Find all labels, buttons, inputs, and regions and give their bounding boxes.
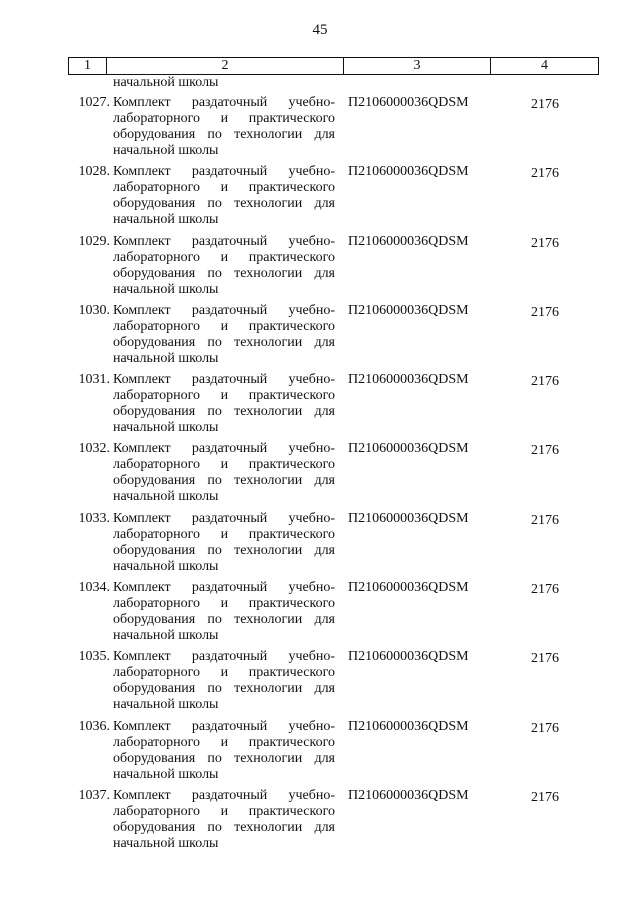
description-line: Комплект раздаточный учебно- <box>113 302 335 318</box>
row-number: 1028. <box>78 164 110 180</box>
description-line: начальной школы <box>113 628 219 644</box>
row-code: П2106000036QDSM <box>348 95 469 110</box>
description-line: лабораторного и практического <box>113 180 335 196</box>
description-line: начальной школы <box>113 835 219 851</box>
table-row <box>0 649 640 718</box>
row-description <box>113 788 335 852</box>
row-number: 1034. <box>78 580 110 596</box>
row-number: 1032. <box>78 441 110 457</box>
row-code: П2106000036QDSM <box>348 510 469 526</box>
table-row <box>0 580 640 649</box>
description-line: Комплект раздаточный учебно- <box>113 649 335 665</box>
row-number: 1027. <box>78 95 110 110</box>
row-quantity: 2176 <box>531 97 559 112</box>
row-description <box>113 372 335 436</box>
description-line: лабораторного и практического <box>113 803 335 819</box>
continuation-text: начальной школы <box>113 75 219 90</box>
description-line: Комплект раздаточный учебно- <box>113 164 335 180</box>
row-description <box>113 164 335 228</box>
row-code: П2106000036QDSM <box>348 164 469 180</box>
description-line: лабораторного и практического <box>113 526 335 542</box>
row-quantity: 2176 <box>531 374 559 390</box>
row-quantity: 2176 <box>531 512 559 528</box>
row-number: 1030. <box>78 302 110 318</box>
row-description <box>113 303 335 367</box>
description-line: Комплект раздаточный учебно- <box>113 372 335 388</box>
description-line: оборудования по технологии для <box>113 681 335 697</box>
description-line: лабораторного и практического <box>113 249 335 265</box>
row-code: П2106000036QDSM <box>348 372 469 388</box>
description-line: оборудования по технологии для <box>113 265 335 281</box>
description-line: оборудования по технологии для <box>113 819 335 835</box>
row-quantity: 2176 <box>531 166 559 182</box>
row-code: П2106000036QDSM <box>348 580 469 596</box>
row-quantity: 2176 <box>531 443 559 459</box>
description-line: Комплект раздаточный учебно- <box>113 441 335 457</box>
description-line: оборудования по технологии для <box>113 334 335 350</box>
description-line: лабораторного и практического <box>113 734 335 750</box>
column-header-2: 2 <box>106 58 343 74</box>
column-header-1: 1 <box>84 58 91 73</box>
description-line: оборудования по технологии для <box>113 542 335 558</box>
table-body <box>0 95 640 857</box>
table-row <box>0 95 640 164</box>
row-code: П2106000036QDSM <box>348 718 469 734</box>
row-code: П2106000036QDSM <box>348 233 469 249</box>
description-line: начальной школы <box>113 281 219 297</box>
row-description <box>113 511 335 575</box>
description-line: лабораторного и практического <box>113 111 335 126</box>
table-row <box>0 234 640 303</box>
row-number: 1031. <box>78 372 110 388</box>
description-line: оборудования по технологии для <box>113 127 335 142</box>
description-line: лабораторного и практического <box>113 457 335 473</box>
row-description <box>113 441 335 505</box>
description-line: лабораторного и практического <box>113 318 335 334</box>
description-line: начальной школы <box>113 558 219 574</box>
description-line: Комплект раздаточный учебно- <box>113 580 335 596</box>
description-line: оборудования по технологии для <box>113 473 335 489</box>
row-code: П2106000036QDSM <box>348 787 469 803</box>
row-quantity: 2176 <box>531 235 559 251</box>
row-description <box>113 580 335 644</box>
row-description <box>113 234 335 298</box>
description-line: начальной школы <box>113 350 219 366</box>
table-header <box>68 57 599 75</box>
description-line: начальной школы <box>113 766 219 782</box>
row-number: 1037. <box>78 787 110 803</box>
column-header-4: 4 <box>490 58 598 74</box>
row-quantity: 2176 <box>531 789 559 805</box>
table-row <box>0 164 640 233</box>
description-line: лабораторного и практического <box>113 665 335 681</box>
row-code: П2106000036QDSM <box>348 649 469 665</box>
row-number: 1033. <box>78 510 110 526</box>
table-row <box>0 441 640 510</box>
row-quantity: 2176 <box>531 582 559 598</box>
row-quantity: 2176 <box>531 304 559 320</box>
table-row <box>0 303 640 372</box>
row-description <box>113 719 335 783</box>
row-quantity: 2176 <box>531 720 559 736</box>
description-line: оборудования по технологии для <box>113 750 335 766</box>
row-number: 1036. <box>78 718 110 734</box>
row-description <box>113 95 335 159</box>
description-line: Комплект раздаточный учебно- <box>113 510 335 526</box>
description-line: оборудования по технологии для <box>113 404 335 420</box>
row-code: П2106000036QDSM <box>348 302 469 318</box>
description-line: начальной школы <box>113 212 219 228</box>
page-number: 45 <box>312 22 328 38</box>
row-quantity: 2176 <box>531 651 559 667</box>
row-code: П2106000036QDSM <box>348 441 469 457</box>
table-row <box>0 719 640 788</box>
description-line: лабораторного и практического <box>113 388 335 404</box>
table-row <box>0 372 640 441</box>
description-line: Комплект раздаточный учебно- <box>113 787 335 803</box>
row-number: 1029. <box>78 233 110 249</box>
description-line: Комплект раздаточный учебно- <box>113 95 335 110</box>
description-line: Комплект раздаточный учебно- <box>113 233 335 249</box>
description-line: лабораторного и практического <box>113 596 335 612</box>
row-description <box>113 649 335 713</box>
description-line: оборудования по технологии для <box>113 196 335 212</box>
column-header-3: 3 <box>343 58 490 74</box>
description-line: оборудования по технологии для <box>113 612 335 628</box>
description-line: начальной школы <box>113 697 219 713</box>
description-line: начальной школы <box>113 489 219 505</box>
description-line: начальной школы <box>113 420 219 436</box>
description-line: начальной школы <box>113 143 219 158</box>
table-row <box>0 788 640 857</box>
table-row <box>0 511 640 580</box>
description-line: Комплект раздаточный учебно- <box>113 718 335 734</box>
row-number: 1035. <box>78 649 110 665</box>
